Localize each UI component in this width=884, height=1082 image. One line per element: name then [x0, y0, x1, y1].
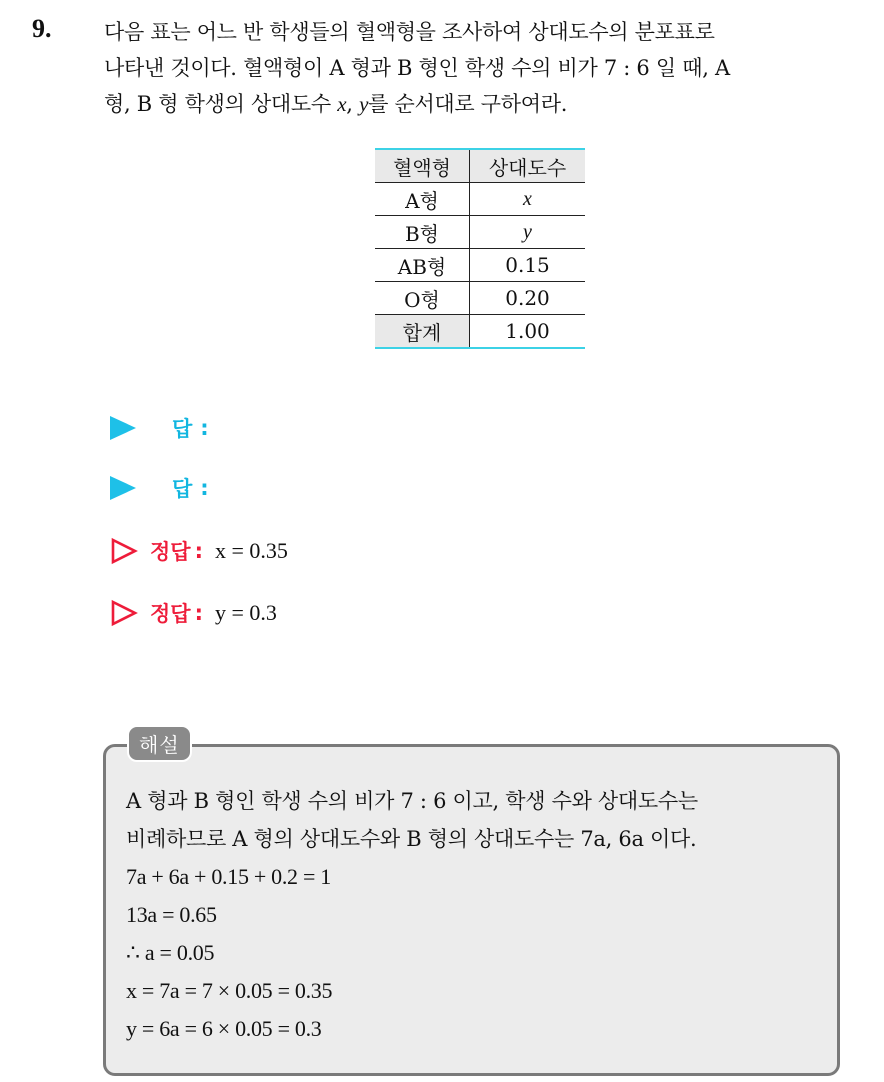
correct-colon: :	[194, 539, 203, 563]
question-line-3	[104, 86, 864, 122]
cell-value: y	[470, 216, 586, 249]
table-header-row	[375, 149, 585, 183]
solution-line: A 형과 B 형인 학생 수의 비가 7 : 6 이고, 학생 수와 상대도수는	[126, 789, 698, 813]
cell-type: O형	[375, 282, 470, 315]
answer-blank-1	[110, 412, 209, 444]
var-y: y	[359, 92, 369, 116]
frequency-table	[375, 148, 585, 349]
solution-equation: 7a + 6a + 0.15 + 0.2 = 1	[126, 864, 331, 889]
cell-value: 0.20	[470, 282, 586, 315]
cell-total-label: 합계	[375, 315, 470, 349]
solution-tab: 해설	[127, 725, 192, 762]
solution-equation: x = 7a = 7 × 0.05 = 0.35	[126, 978, 333, 1003]
question-line-3-a: 형, B 형 학생의 상대도수	[104, 92, 338, 116]
answer-colon: :	[200, 416, 209, 440]
solution-line: 비례하므로 A 형의 상대도수와 B 형의 상대도수는 7a, 6a 이다.	[126, 827, 697, 851]
question-line-1: 다음 표는 어느 반 학생들의 혈액형을 조사하여 상대도수의 분포표로	[104, 20, 715, 44]
solution-equation: y = 6a = 6 × 0.05 = 0.3	[126, 1016, 322, 1041]
answer-label: 답	[172, 477, 193, 501]
table-total-row	[375, 315, 585, 349]
play-triangle-icon	[110, 416, 136, 440]
play-triangle-icon	[110, 476, 136, 500]
correct-colon: :	[194, 601, 203, 625]
outline-triangle-icon	[110, 537, 138, 565]
cell-type: B형	[375, 216, 470, 249]
correct-value: y = 0.3	[214, 600, 277, 625]
question-line-3-b: 를 순서대로 구하여라.	[368, 92, 568, 116]
cell-type: AB형	[375, 249, 470, 282]
correct-label: 정답	[150, 540, 191, 564]
answer-colon: :	[200, 476, 209, 500]
header-blood-type: 혈액형	[375, 149, 470, 183]
question-text	[104, 14, 864, 122]
cell-value: x	[470, 183, 586, 216]
var-x: x	[337, 92, 347, 116]
cell-value: 0.15	[470, 249, 586, 282]
table-row	[375, 183, 585, 216]
answer-blank-2	[110, 472, 209, 504]
table-row	[375, 249, 585, 282]
question-line-3-comma: ,	[346, 92, 360, 116]
cell-type: A형	[375, 183, 470, 216]
solution-equation: ∴ a = 0.05	[126, 940, 215, 965]
solution-equation: 13a = 0.65	[126, 902, 217, 927]
question-number: 9.	[32, 14, 52, 43]
cell-total-value: 1.00	[470, 315, 586, 349]
header-relative-frequency: 상대도수	[470, 149, 586, 183]
answer-label: 답	[172, 417, 193, 441]
question-line-2: 나타낸 것이다. 혈액형이 A 형과 B 형인 학생 수의 비가 7 : 6 일 때, A	[104, 56, 730, 80]
solution-text	[126, 782, 836, 1048]
correct-answer-2	[110, 597, 277, 629]
correct-value: x = 0.35	[214, 538, 288, 563]
correct-answer-1	[110, 535, 288, 567]
table-row	[375, 216, 585, 249]
outline-triangle-icon	[110, 599, 138, 627]
correct-label: 정답	[150, 602, 191, 626]
table-row	[375, 282, 585, 315]
